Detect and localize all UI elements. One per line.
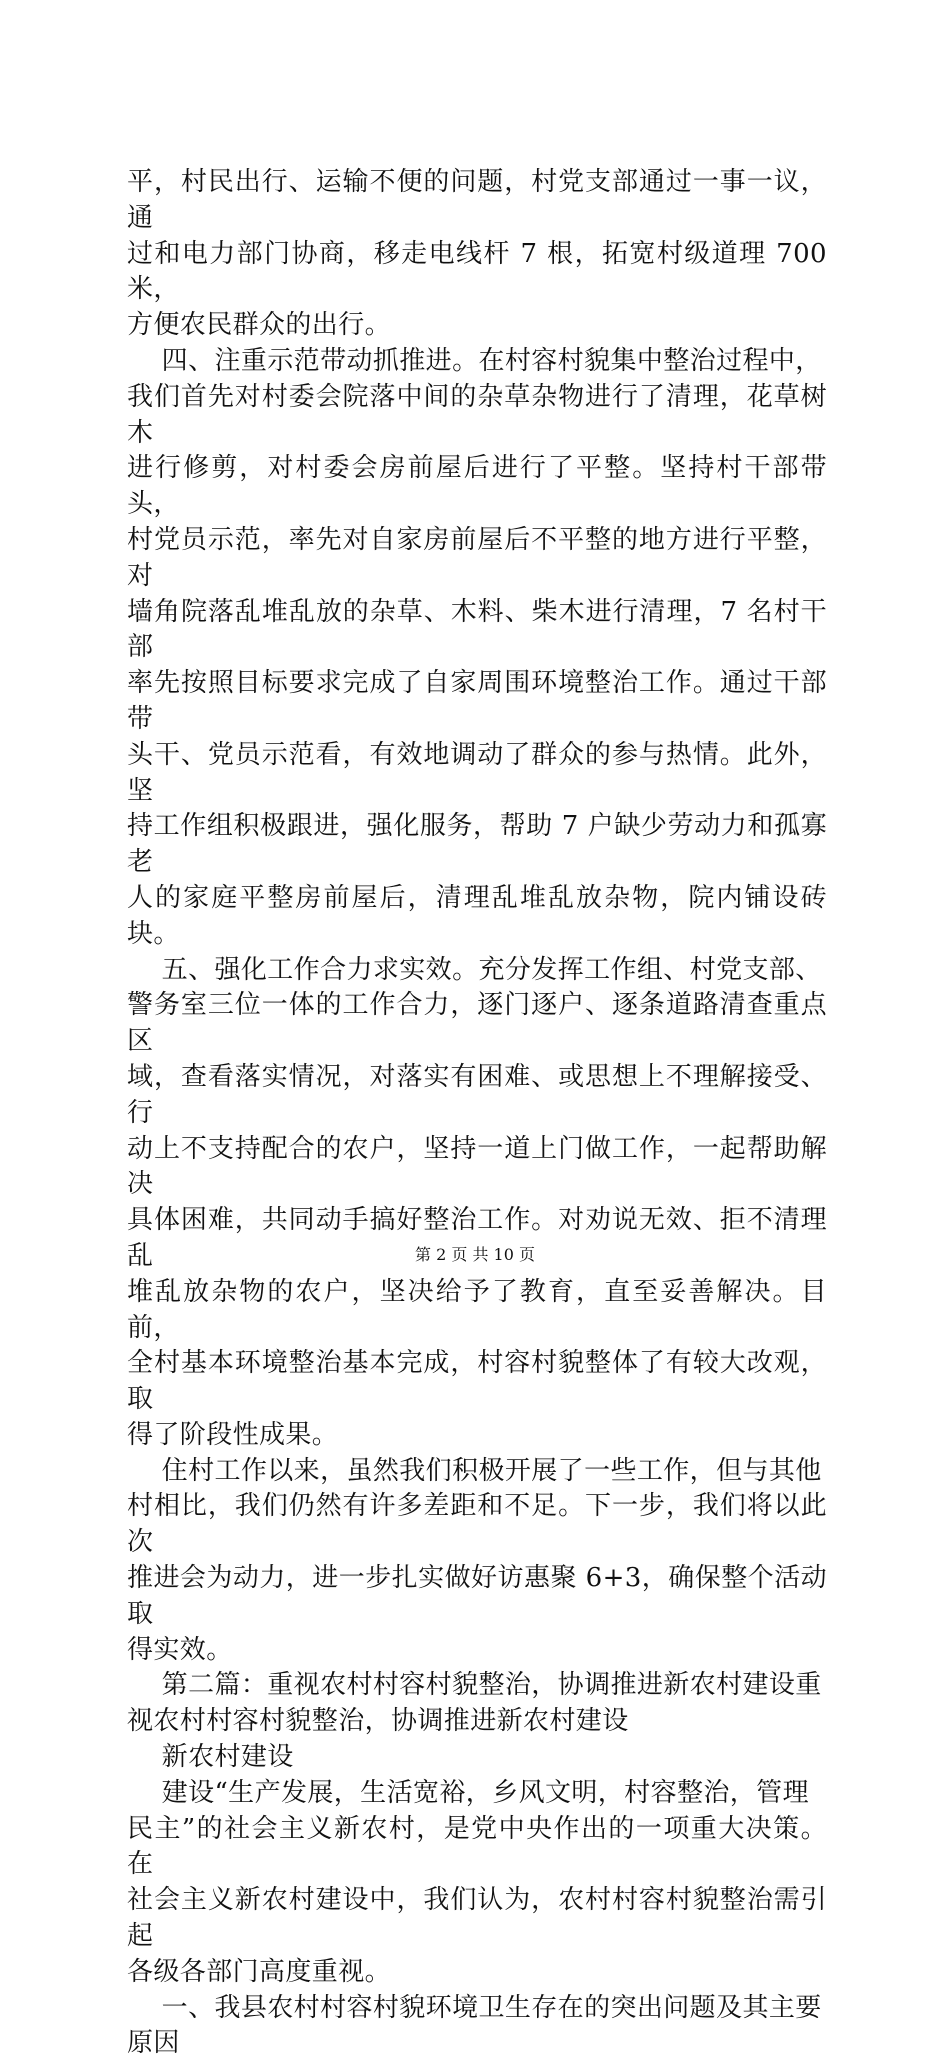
text-line: 第二篇：重视农村村容村貌整治，协调推进新农村建设重 xyxy=(127,1670,822,1701)
text-line: 持工作组积极跟进，强化服务，帮助 7 户缺少劳动力和孤寡老 xyxy=(127,811,827,878)
text-line: 具体困难，共同动手搞好整治工作。对劝说无效、拒不清理乱 xyxy=(127,1205,827,1271)
text-line: 我们首先对村委会院落中间的杂草杂物进行了清理，花草树木 xyxy=(127,381,827,448)
text-line: 得了阶段性成果。 xyxy=(127,1419,339,1450)
text-line: 率先按照目标要求完成了自家周围环境整治工作。通过干部带 xyxy=(127,668,827,734)
text-line: 警务室三位一体的工作合力，逐门逐户、逐条道路清查重点区 xyxy=(127,990,827,1057)
text-line: 人的家庭平整房前屋后，清理乱堆乱放杂物，院内铺设砖块。 xyxy=(127,882,827,949)
text-line: 进行修剪，对村委会房前屋后进行了平整。坚持村干部带头， xyxy=(127,453,827,520)
text-line: 平，村民出行、运输不便的问题，村党支部通过一事一议，通 xyxy=(127,167,827,233)
text-line: 村党员示范，率先对自家房前屋后不平整的地方进行平整，对 xyxy=(127,524,827,591)
text-line: 各级各部门高度重视。 xyxy=(127,1956,392,1987)
text-line: 墙角院落乱堆乱放的杂草、木料、柴木进行清理，7 名村干部 xyxy=(127,596,827,663)
text-line: 全村基本环境整治基本完成，村容村貌整体了有较大改观，取 xyxy=(127,1348,827,1415)
text-line: 新农村建设 xyxy=(127,1742,294,1773)
text-line: 得实效。 xyxy=(127,1634,233,1665)
text-line: 动上不支持配合的农户，坚持一道上门做工作，一起帮助解决 xyxy=(127,1133,827,1200)
text-line: 视农村村容村貌整治，协调推进新农村建设 xyxy=(127,1706,629,1737)
text-line: 域，查看落实情况，对落实有困难、或思想上不理解接受、行 xyxy=(127,1061,827,1128)
text-line: 民主”的社会主义新农村，是党中央作出的一项重大决策。在 xyxy=(127,1813,827,1880)
text-line: 五、强化工作合力求实效。充分发挥工作组、村党支部、 xyxy=(127,954,822,985)
text-line: 头干、党员示范看，有效地调动了群众的参与热情。此外，坚 xyxy=(127,739,827,806)
text-line: 四、注重示范带动抓推进。在村容村貌集中整治过程中， xyxy=(127,345,822,376)
text-line: 村相比，我们仍然有许多差距和不足。下一步，我们将以此次 xyxy=(127,1491,827,1558)
text-line: 住村工作以来，虽然我们积极开展了一些工作，但与其他 xyxy=(127,1455,822,1486)
document-body xyxy=(127,165,836,2062)
text-line: 方便农民群众的出行。 xyxy=(127,310,392,341)
text-line: 推进会为动力，进一步扎实做好访惠聚 6+3，确保整个活动取 xyxy=(127,1563,827,1629)
page-number-footer: 第 2 页 共 10 页 xyxy=(415,1245,535,1264)
text-line: 原因 xyxy=(127,2028,180,2059)
text-line: 社会主义新农村建设中，我们认为，农村村容村貌整治需引起 xyxy=(127,1885,827,1952)
text-line: 一、我县农村村容村貌环境卫生存在的突出问题及其主要 xyxy=(127,1992,822,2023)
text-line: 建设“生产发展，生活宽裕，乡风文明，村容整治，管理 xyxy=(127,1777,809,1808)
text-line: 堆乱放杂物的农户，坚决给予了教育，直至妥善解决。目前， xyxy=(127,1276,827,1343)
text-line: 过和电力部门协商，移走电线杆 7 根，拓宽村级道理 700 米， xyxy=(127,238,836,305)
